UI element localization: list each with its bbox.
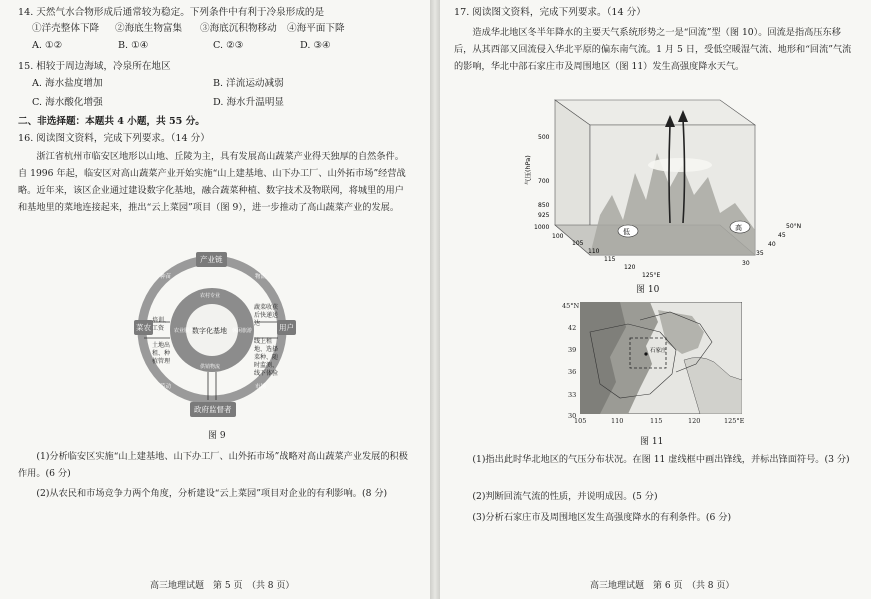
q15-stem: 15. 相较于周边海域，冷泉所在地区 <box>18 61 171 72</box>
map-y-tick-39: 39 <box>568 346 577 354</box>
ring-arc-tl: 种苗 <box>160 274 172 280</box>
ring-arc-tr: 物流 <box>255 274 267 280</box>
z-tick-1000: 1000 <box>534 224 550 231</box>
high-pressure-label: 高 <box>735 224 742 232</box>
q17-sub2: (2)判断回流气流的性质，并说明成因。(5 分) <box>472 491 658 502</box>
inner-right-label: 休闲旅游 <box>232 328 253 334</box>
x-tick-120: 120 <box>624 264 636 271</box>
map-x-tick-125: 125°E <box>724 417 745 425</box>
q14-option-c[interactable]: C. ②③ <box>213 40 244 51</box>
q15-option-a[interactable]: A. 海水盐度增加 <box>32 78 103 89</box>
q16-passage: 浙江省杭州市临安区地形以山地、丘陵为主，具有发展高山蔬菜产业得天独厚的自然条件。自 1996 年起，临安区对高山蔬菜产业开始实施“山上建基地、山下办工厂、山外拓市场”经营战略。近年来，该区企业通过建设数字化基地，融合蔬菜种植、数字技术及物联网，将城里的用户和基地里的菜地连接起来，推出“云上菜园”项目（图 9），进一步推动了高山蔬菜产业的发展。 <box>18 151 406 213</box>
figure-10-diagram <box>520 95 820 280</box>
figure-11-caption: 图 11 <box>640 437 664 447</box>
z-tick-700: 700 <box>538 178 550 185</box>
z-tick-925: 925 <box>538 212 550 219</box>
left-upper-label: 培训、工资 <box>152 317 171 332</box>
map-x-tick-120: 120 <box>688 417 701 425</box>
figure-9-diagram <box>130 250 310 420</box>
q14-item-3: ③海底沉积物移动 <box>200 23 277 34</box>
q14-option-d[interactable]: D. ③④ <box>300 40 331 51</box>
inner-left-label: 农业服务 <box>174 328 195 334</box>
q14-stem: 14. 天然气水合物形成后通常较为稳定。下列条件中有利于冷泉形成的是 <box>18 7 325 18</box>
map-x-tick-115: 115 <box>650 417 663 425</box>
q15-option-b[interactable]: B. 洋流运动减弱 <box>213 78 284 89</box>
ring-arc-br: 市场 <box>255 384 267 390</box>
exam-page-right <box>440 0 871 599</box>
y-tick-50: 50°N <box>786 223 802 230</box>
exam-page-left <box>0 0 430 599</box>
z-tick-500: 500 <box>538 134 550 141</box>
map-x-tick-105: 105 <box>574 417 587 425</box>
inner-bottom-label: 供销物流 <box>200 364 221 370</box>
q14-item-1: ①洋壳整体下降 <box>32 23 100 34</box>
city-label: 石家庄 <box>650 348 667 354</box>
figure-11-map <box>580 302 742 414</box>
q14-item-2: ②海底生物富集 <box>115 23 183 34</box>
q16-sub2: (2)从农民和市场竞争力两个角度，分析建设“云上菜园”项目对企业的有利影响。(8 分) <box>36 488 388 499</box>
x-tick-100: 100 <box>552 233 564 240</box>
inner-top-label: 农村专业 <box>200 293 221 299</box>
q14-option-b[interactable]: B. ①④ <box>118 40 149 51</box>
ring-node-top: 产业链 <box>196 252 227 267</box>
y-tick-30: 30 <box>742 260 750 267</box>
q16-sub1: (1)分析临安区实施“山上建基地、山下办工厂、山外拓市场”战略对高山蔬菜产业发展的积极作用。(6 分) <box>18 451 408 479</box>
right-upper-label: 蔬菜收获后快递送达 <box>254 304 279 327</box>
q14-item-4: ④海平面下降 <box>287 23 345 34</box>
ring-node-right: 用户 <box>277 320 296 335</box>
page-gutter <box>430 0 440 599</box>
ring-arc-bl: 劳动 <box>160 384 172 390</box>
right-lower-label: 线上租地、选择菜种、随时监测、线下体验 <box>254 338 279 377</box>
map-y-tick-30: 30 <box>568 412 577 420</box>
map-y-tick-36: 36 <box>568 368 577 376</box>
q15-option-c[interactable]: C. 海水酸化增强 <box>32 97 103 108</box>
map-x-tick-110: 110 <box>611 417 624 425</box>
map-y-tick-33: 33 <box>568 391 577 399</box>
footer-left: 高三地理试题 第 5 页 （共 8 页） <box>150 581 295 591</box>
left-lower-label: 土地出租、种植管理 <box>152 342 171 365</box>
ring-node-bottom: 政府监督者 <box>190 402 236 417</box>
q17-sub3: (3)分析石家庄市及周围地区发生高强度降水的有利条件。(6 分) <box>472 512 732 523</box>
figure-9-caption: 图 9 <box>208 431 226 441</box>
figure-10-caption: 图 10 <box>636 285 660 295</box>
x-tick-125: 125°E <box>642 272 661 279</box>
q14-option-a[interactable]: A. ①② <box>32 40 63 51</box>
section-2-heading: 二、非选择题：本题共 4 小题，共 55 分。 <box>18 116 205 127</box>
q17-stem: 17. 阅读图文资料，完成下列要求。（14 分） <box>454 7 646 18</box>
z-tick-850: 850 <box>538 202 550 209</box>
y-tick-35: 35 <box>756 250 764 257</box>
ring-node-left: 菜农 <box>134 320 153 335</box>
x-tick-110: 110 <box>588 248 600 255</box>
low-pressure-label: 低 <box>623 228 630 236</box>
map-y-tick-42: 42 <box>568 324 577 332</box>
x-tick-105: 105 <box>572 240 584 247</box>
y-tick-40: 40 <box>768 241 776 248</box>
q15-option-d[interactable]: D. 海水升温明显 <box>213 97 285 108</box>
x-tick-115: 115 <box>604 256 616 263</box>
map-y-tick-45: 45°N <box>562 302 580 310</box>
q16-stem: 16. 阅读图文资料，完成下列要求。（14 分） <box>18 133 210 144</box>
y-tick-45: 45 <box>778 232 786 239</box>
footer-right: 高三地理试题 第 6 页 （共 8 页） <box>590 581 735 591</box>
z-axis-label: 气压(hPa) <box>524 155 532 185</box>
q17-passage: 造成华北地区冬半年降水的主要天气系统形势之一是“回流”型（图 10）。回流是指高压东移后，从其西部又回流侵入华北平原的偏东南气流。1 月 5 日，受低空暖湿气流、地形和“回流”气流的影响，华北中部石家庄市及周围地区（图 11）发生高强度降水天气。 <box>454 27 852 72</box>
q17-sub1: (1)指出此时华北地区的气压分布状况。在图 11 虚线框中画出锋线，并标出锋面符号。(3 分) <box>472 454 850 465</box>
center-label: 数字化基地 <box>192 327 227 335</box>
